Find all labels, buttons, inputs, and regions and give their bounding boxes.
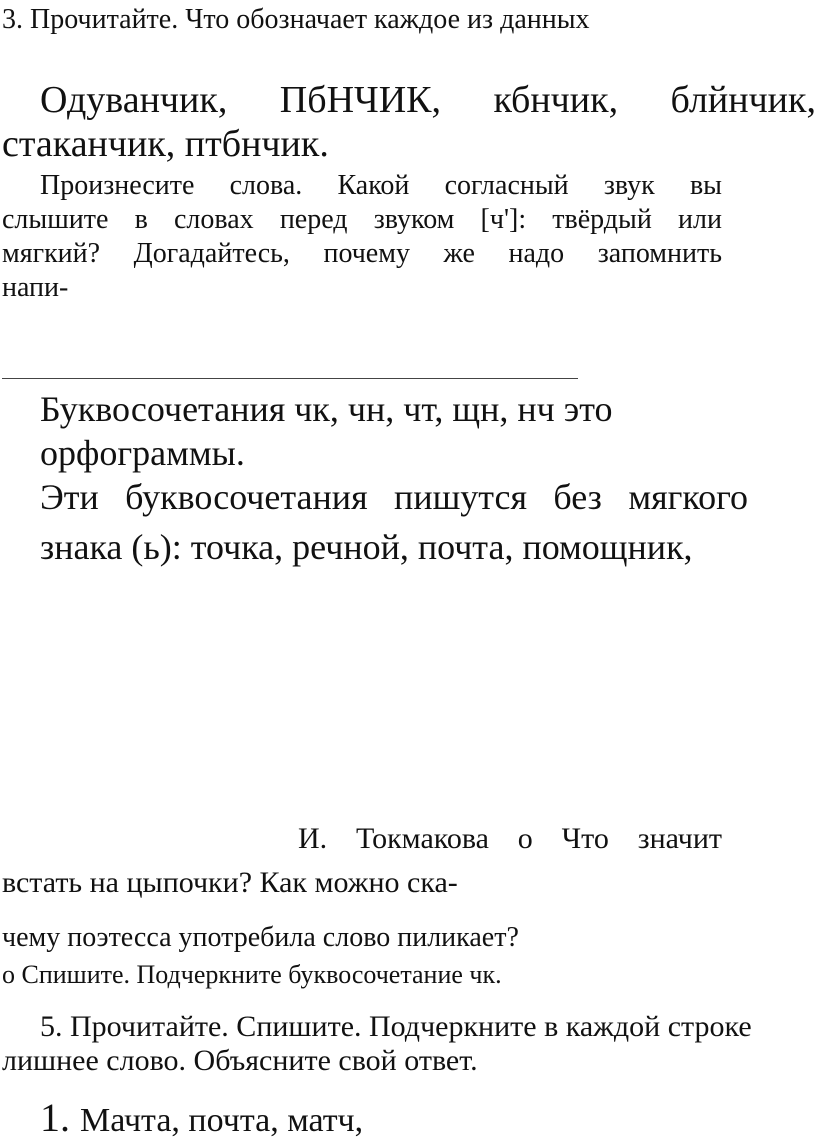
divider-line — [2, 378, 578, 379]
rule-line4: знака (ь): точка, речной, почта, помощник, — [40, 527, 693, 567]
task4-line2: встать на цыпочки? Как можно ска- — [2, 866, 458, 899]
task3-heading: 3. Прочитайте. Что обозначает каждое из данных — [2, 4, 590, 35]
word: Одуванчик, — [40, 79, 228, 121]
task4-line4: о Спишите. Подчеркните буквосочетание чк. — [2, 960, 502, 989]
task3-question-line4: напи- — [2, 272, 69, 303]
word: блйнчик, — [670, 79, 816, 121]
task3-words-line2: стаканчик, птбнчик. — [2, 123, 329, 165]
task5-line1: 5. Прочитайте. Спишите. Подчеркните в каждой строке — [40, 1010, 752, 1043]
task4-line1: И. Токмакова о Что значит — [298, 822, 722, 855]
task3-words-line1 — [40, 78, 816, 122]
word: кбнчик, — [493, 79, 619, 121]
task5-line2: лишнее слово. Объясните свой ответ. — [2, 1044, 478, 1077]
rule-line2: орфограммы. — [40, 433, 245, 473]
task4-line3: чему поэтесса употребила слово пиликает? — [2, 922, 519, 953]
task3-question-line2: слышите в словах перед звуком [ч']: твёрдый или — [2, 204, 722, 235]
rule-line3: Эти буквосочетания пишутся без мягкого — [40, 477, 748, 517]
item-text: Мачта, почта, матч, — [80, 1102, 364, 1139]
task3-question-line3: мягкий? Догадайтесь, почему же надо запомнить — [2, 238, 722, 269]
rule-line1: Буквосочетания чк, чн, чт, щн, нч это — [40, 389, 613, 429]
item-number: 1. — [40, 1095, 70, 1140]
task3-question-line1: Произнесите слова. Какой согласный звук вы — [40, 170, 722, 201]
task5-item-1 — [40, 1094, 363, 1141]
word: ПбНЧИК, — [279, 79, 441, 121]
